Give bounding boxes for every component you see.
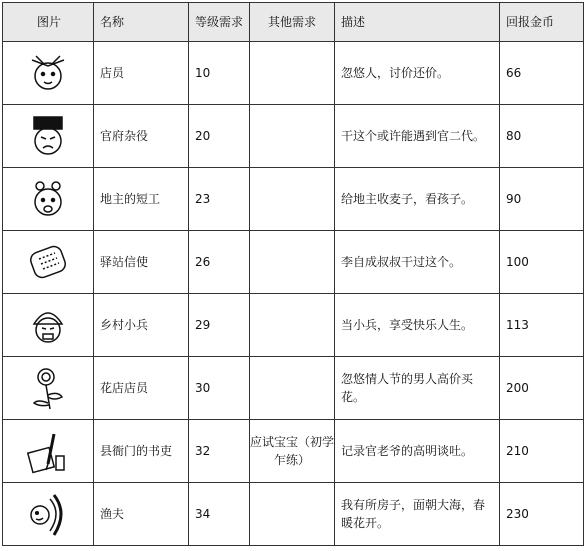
table-row [3,42,584,105]
job-other [250,483,335,546]
job-desc: 李自成叔叔干过这个。 [335,231,500,294]
job-reward: 230 [500,483,584,546]
header-level: 等级需求 [189,3,250,42]
job-level: 32 [189,420,250,483]
image-cell [3,420,94,483]
table-row [3,231,584,294]
job-name: 官府杂役 [94,105,189,168]
table-row [3,357,584,420]
job-name: 地主的短工 [94,168,189,231]
fisherman-icon [24,489,72,539]
job-level: 20 [189,105,250,168]
jobs-table [2,2,584,546]
table-row [3,168,584,231]
image-cell [3,231,94,294]
job-desc: 记录官老爷的高明谈吐。 [335,420,500,483]
job-name: 乡村小兵 [94,294,189,357]
header-image: 图片 [3,3,94,42]
table-row [3,420,584,483]
soldier-icon [24,300,72,350]
courier-token-icon [24,237,72,287]
image-cell [3,105,94,168]
job-level: 23 [189,168,250,231]
job-level: 30 [189,357,250,420]
header-other: 其他需求 [250,3,335,42]
job-reward: 100 [500,231,584,294]
job-reward: 210 [500,420,584,483]
job-other [250,357,335,420]
header-name: 名称 [94,3,189,42]
job-desc: 忽悠人，讨价还价。 [335,42,500,105]
job-other [250,168,335,231]
image-cell [3,42,94,105]
job-other [250,231,335,294]
job-desc: 我有所房子，面朝大海，春暖花开。 [335,483,500,546]
job-other [250,105,335,168]
brush-ink-icon [24,426,72,476]
header-desc: 描述 [335,3,500,42]
header-row [3,3,584,42]
job-desc: 当小兵，享受快乐人生。 [335,294,500,357]
job-level: 34 [189,483,250,546]
job-reward: 66 [500,42,584,105]
job-level: 26 [189,231,250,294]
job-other [250,294,335,357]
job-reward: 90 [500,168,584,231]
job-other [250,42,335,105]
farmhand-icon [24,174,72,224]
image-cell [3,357,94,420]
job-name: 驿站信使 [94,231,189,294]
job-name: 花店店员 [94,357,189,420]
header-reward: 回报金币 [500,3,584,42]
job-name: 店员 [94,42,189,105]
image-cell [3,483,94,546]
table-row [3,483,584,546]
flower-icon [24,363,72,413]
job-desc: 干这个或许能遇到官二代。 [335,105,500,168]
yamen-runner-icon [24,111,72,161]
shop-clerk-icon [24,48,72,98]
image-cell [3,168,94,231]
job-level: 29 [189,294,250,357]
job-reward: 200 [500,357,584,420]
image-cell [3,294,94,357]
job-reward: 113 [500,294,584,357]
table-row [3,294,584,357]
job-name: 县衙门的书吏 [94,420,189,483]
job-name: 渔夫 [94,483,189,546]
job-other: 应试宝宝（初学乍练） [250,420,335,483]
job-desc: 忽悠情人节的男人高价买花。 [335,357,500,420]
job-desc: 给地主收麦子，看孩子。 [335,168,500,231]
table-row [3,105,584,168]
job-level: 10 [189,42,250,105]
job-reward: 80 [500,105,584,168]
